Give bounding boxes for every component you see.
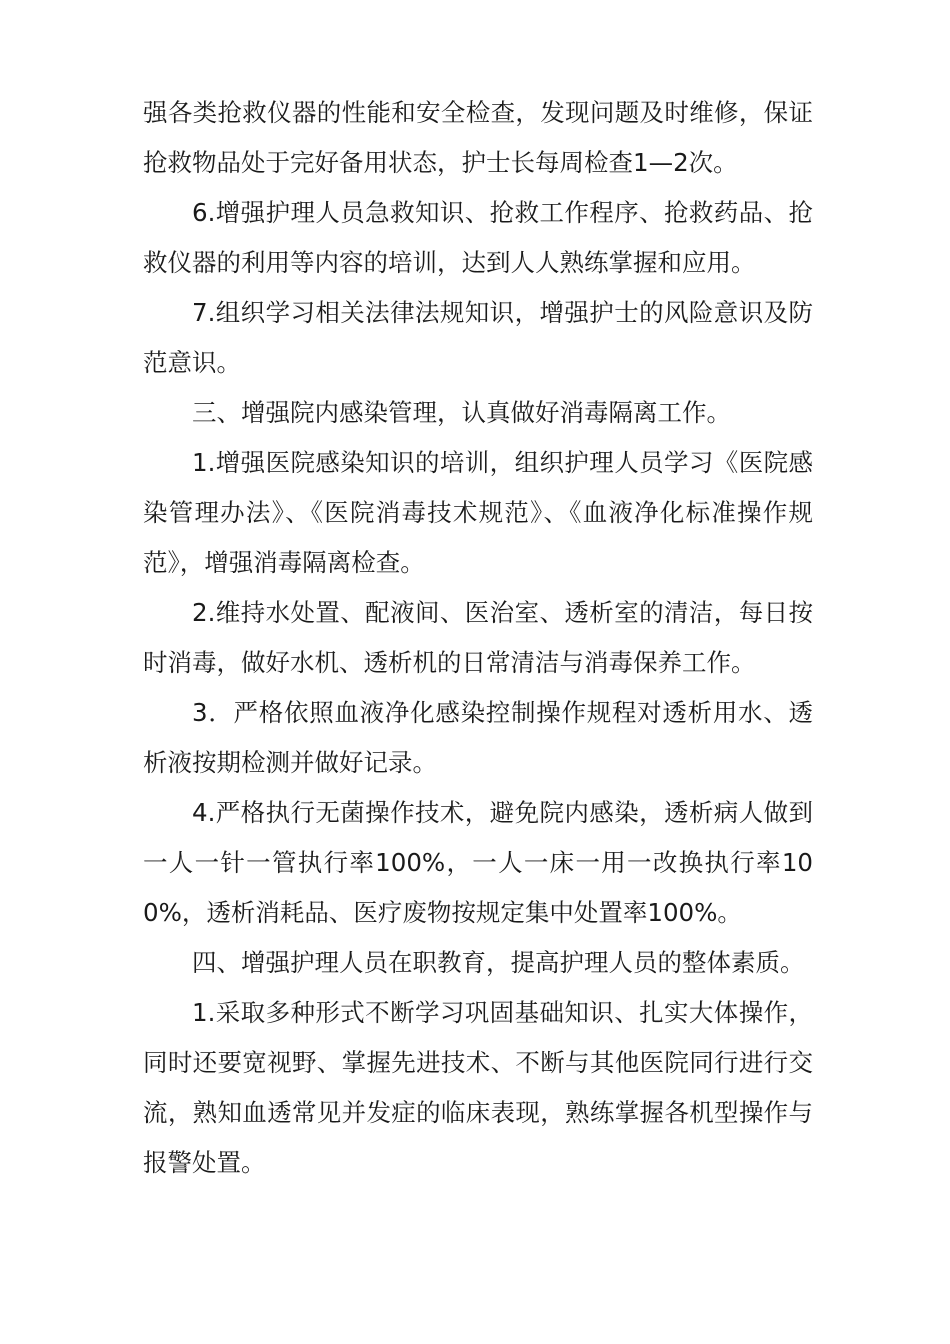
paragraph-4: 1.增强医院感染知识的培训，组织护理人员学习《医院感染管理办法》、《医院消毒技术规范》、《血液净化标准操作规范》，增强消毒隔离检查。 (143, 448, 813, 577)
section-heading-3: 三、增强院内感染管理，认真做好消毒隔离工作。 (192, 398, 731, 427)
paragraph-3: 7.组织学习相关法律法规知识，增强护士的风险意识及防范意识。 (143, 298, 813, 377)
paragraph-1: 强各类抢救仪器的性能和安全检查，发现问题及时维修，保证抢救物品处于完好备用状态，护士长每周检查1—2次。 (143, 98, 813, 177)
paragraph-2: 6.增强护理人员急救知识、抢救工作程序、抢救药品、抢救仪器的利用等内容的培训，达到人人熟练掌握和应用。 (143, 198, 813, 277)
section-heading-4: 四、增强护理人员在职教育，提高护理人员的整体素质。 (192, 948, 805, 977)
paragraph-6: 3．严格依照血液净化感染控制操作规程对透析用水、透析液按期检测并做好记录。 (143, 698, 813, 777)
paragraph-8: 1.采取多种形式不断学习巩固基础知识、扎实大体操作，同时还要宽视野、掌握先进技术、不断与其他医院同行进行交流，熟知血透常见并发症的临床表现，熟练掌握各机型操作与报警处置。 (143, 998, 813, 1177)
paragraph-5: 2.维持水处置、配液间、医治室、透析室的清洁，每日按时消毒，做好水机、透析机的日常清洁与消毒保养工作。 (143, 598, 813, 677)
paragraph-7: 4.严格执行无菌操作技术，避免院内感染，透析病人做到一人一针一管执行率100%，一人一床一用一改换执行率100%，透析消耗品、医疗废物按规定集中处置率100%。 (143, 798, 813, 927)
document-body (143, 88, 813, 1188)
